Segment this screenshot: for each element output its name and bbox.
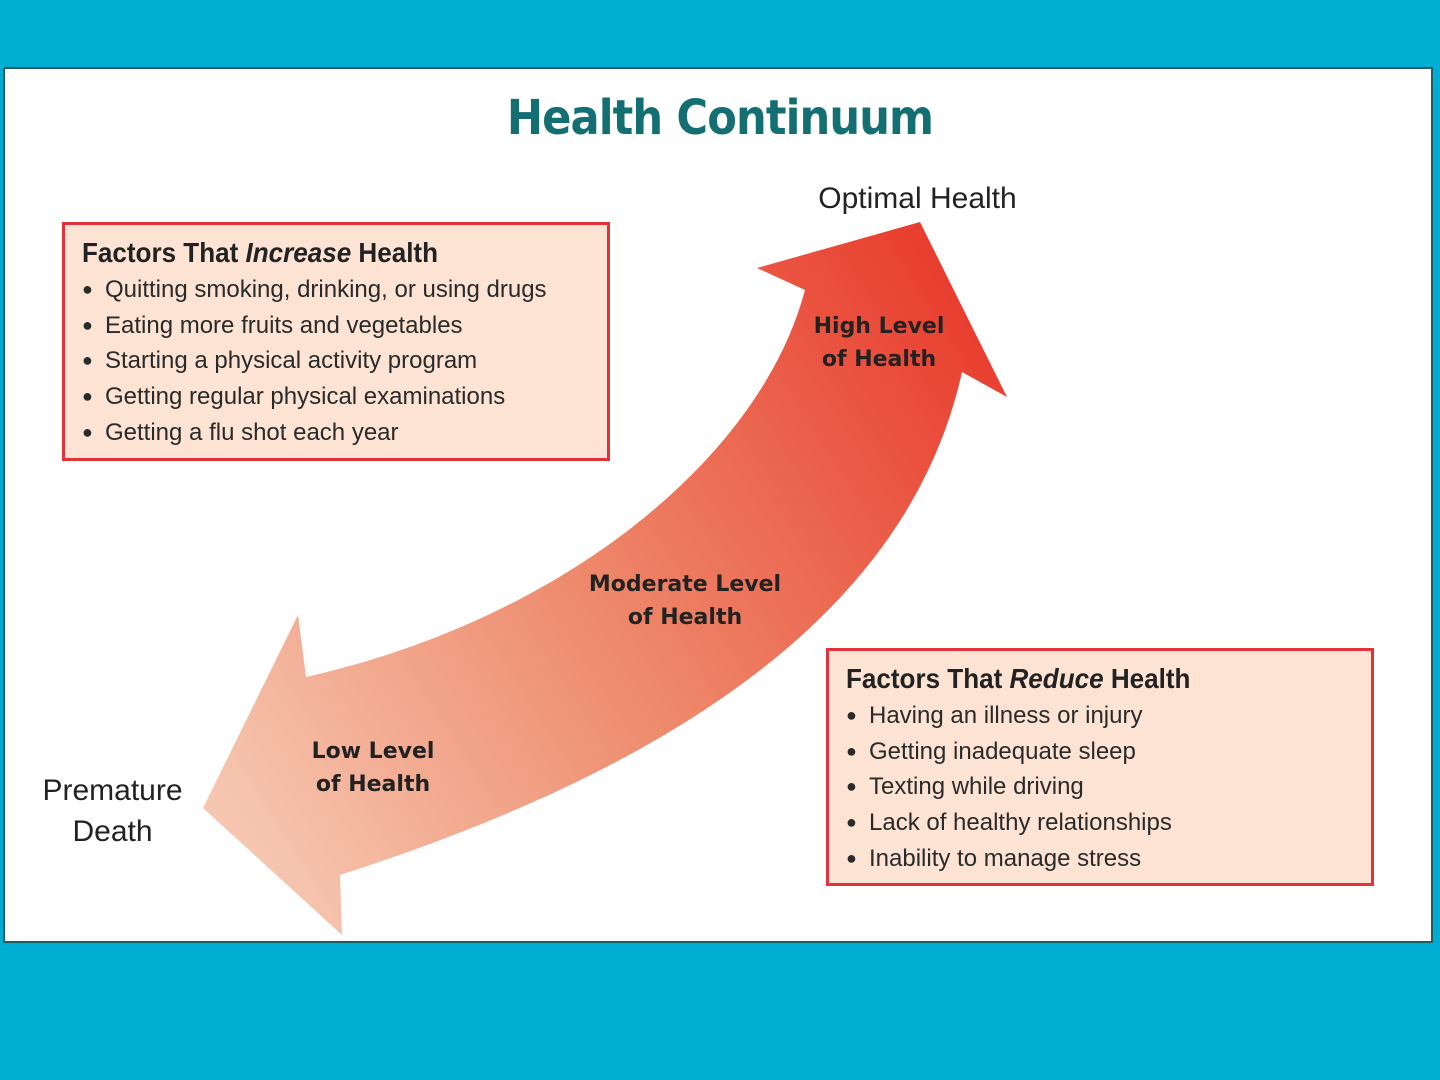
high-level-label: High Level of Health [813, 314, 945, 372]
list-item: ● Having an illness or injury [846, 698, 1371, 734]
bullet-icon: ● [846, 812, 857, 833]
bullet-icon: ● [82, 279, 93, 299]
list-item: ● Quitting smoking, drinking, or using drugs [82, 272, 607, 308]
low-level-label: Low Level of Health [311, 739, 435, 797]
bullet-icon: ● [82, 350, 93, 371]
increase-factors-box [62, 222, 610, 461]
bullet-icon: ● [846, 740, 857, 761]
optimal-health-label: Optimal Health [818, 182, 1017, 215]
list-item: ● Eating more fruits and vegetables [82, 308, 607, 344]
diagram-title: Health Continuum [506, 90, 934, 146]
bullet-icon: ● [846, 847, 857, 868]
reduce-factors-box [826, 648, 1374, 886]
reduce-factors-heading: Factors That Reduce Health [846, 663, 1191, 694]
list-item: ● Getting regular physical examinations [82, 379, 607, 415]
list-item: ● Texting while driving [846, 769, 1371, 805]
list-item: ● Lack of healthy relationships [846, 805, 1371, 841]
increase-factors-list [82, 272, 607, 451]
bullet-icon: ● [846, 776, 857, 797]
premature-death-label: Premature Death [42, 774, 183, 848]
list-item: ● Getting inadequate sleep [846, 734, 1371, 770]
list-item: ● Starting a physical activity program [82, 343, 607, 379]
bullet-icon: ● [82, 386, 93, 407]
bullet-icon: ● [82, 314, 93, 335]
reduce-factors-list [846, 698, 1371, 877]
list-item: ● Inability to manage stress [846, 841, 1371, 877]
moderate-level-label: Moderate Level of Health [588, 572, 782, 630]
increase-factors-heading: Factors That Increase Health [82, 237, 439, 268]
bullet-icon: ● [82, 421, 93, 442]
list-item: ● Getting a flu shot each year [82, 415, 607, 451]
bullet-icon: ● [846, 705, 857, 725]
